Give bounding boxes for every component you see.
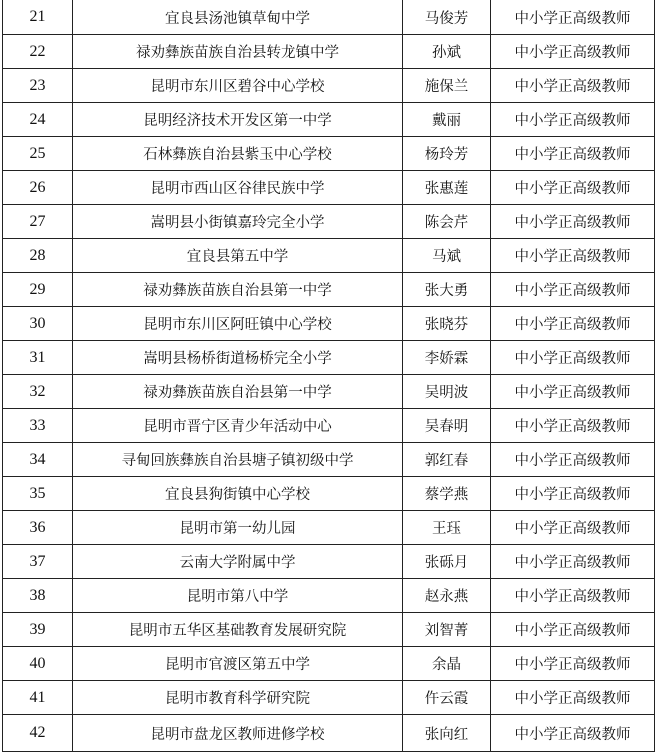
table-row [3, 681, 655, 715]
teacher-name-cell: 吴春明 [403, 409, 491, 443]
teacher-name-cell: 张向红 [403, 715, 491, 752]
table-row [3, 0, 655, 35]
row-number-cell: 39 [3, 613, 73, 647]
row-number-cell: 36 [3, 511, 73, 545]
school-cell: 昆明市官渡区第五中学 [73, 647, 403, 681]
school-cell: 石林彝族自治县紫玉中心学校 [73, 137, 403, 171]
teacher-name-cell: 马斌 [403, 239, 491, 273]
row-number-cell: 25 [3, 137, 73, 171]
row-number-cell: 34 [3, 443, 73, 477]
school-cell: 昆明经济技术开发区第一中学 [73, 103, 403, 137]
table-row [3, 511, 655, 545]
table-row [3, 613, 655, 647]
teacher-name-cell: 李娇霖 [403, 341, 491, 375]
teacher-name-cell: 马俊芳 [403, 0, 491, 35]
row-number-cell: 27 [3, 205, 73, 239]
title-cell: 中小学正高级教师 [491, 613, 655, 647]
row-number-cell: 38 [3, 579, 73, 613]
table-row [3, 103, 655, 137]
school-cell: 嵩明县杨桥街道杨桥完全小学 [73, 341, 403, 375]
row-number-cell: 28 [3, 239, 73, 273]
row-number-cell: 37 [3, 545, 73, 579]
school-cell: 嵩明县小街镇嘉玲完全小学 [73, 205, 403, 239]
title-cell: 中小学正高级教师 [491, 137, 655, 171]
title-cell: 中小学正高级教师 [491, 375, 655, 409]
title-cell: 中小学正高级教师 [491, 341, 655, 375]
school-cell: 宜良县第五中学 [73, 239, 403, 273]
title-cell: 中小学正高级教师 [491, 715, 655, 752]
row-number-cell: 33 [3, 409, 73, 443]
teacher-name-cell: 赵永燕 [403, 579, 491, 613]
school-cell: 昆明市盘龙区教师进修学校 [73, 715, 403, 752]
teacher-name-cell: 仵云霞 [403, 681, 491, 715]
table-row [3, 205, 655, 239]
row-number-cell: 23 [3, 69, 73, 103]
school-cell: 寻甸回族彝族自治县塘子镇初级中学 [73, 443, 403, 477]
teacher-name-cell: 陈会芹 [403, 205, 491, 239]
teacher-name-cell: 王珏 [403, 511, 491, 545]
table-row [3, 579, 655, 613]
school-cell: 云南大学附属中学 [73, 545, 403, 579]
school-cell: 禄劝彝族苗族自治县第一中学 [73, 273, 403, 307]
row-number-cell: 29 [3, 273, 73, 307]
row-number-cell: 40 [3, 647, 73, 681]
school-cell: 昆明市第八中学 [73, 579, 403, 613]
title-cell: 中小学正高级教师 [491, 409, 655, 443]
teacher-name-cell: 孙斌 [403, 35, 491, 69]
row-number-cell: 21 [3, 0, 73, 35]
table-row [3, 647, 655, 681]
title-cell: 中小学正高级教师 [491, 477, 655, 511]
teacher-name-cell: 施保兰 [403, 69, 491, 103]
title-cell: 中小学正高级教师 [491, 171, 655, 205]
table-row [3, 443, 655, 477]
title-cell: 中小学正高级教师 [491, 307, 655, 341]
table-body [3, 0, 655, 752]
table-row [3, 35, 655, 69]
table-row [3, 69, 655, 103]
row-number-cell: 35 [3, 477, 73, 511]
title-cell: 中小学正高级教师 [491, 273, 655, 307]
table-row [3, 137, 655, 171]
title-cell: 中小学正高级教师 [491, 35, 655, 69]
title-cell: 中小学正高级教师 [491, 545, 655, 579]
title-cell: 中小学正高级教师 [491, 239, 655, 273]
title-cell: 中小学正高级教师 [491, 443, 655, 477]
row-number-cell: 26 [3, 171, 73, 205]
teacher-name-cell: 余晶 [403, 647, 491, 681]
school-cell: 昆明市教育科学研究院 [73, 681, 403, 715]
row-number-cell: 42 [3, 715, 73, 752]
table-row [3, 171, 655, 205]
title-cell: 中小学正高级教师 [491, 647, 655, 681]
table-row [3, 715, 655, 752]
teacher-name-cell: 蔡学燕 [403, 477, 491, 511]
title-cell: 中小学正高级教师 [491, 681, 655, 715]
school-cell: 昆明市晋宁区青少年活动中心 [73, 409, 403, 443]
school-cell: 昆明市第一幼儿园 [73, 511, 403, 545]
teacher-name-cell: 戴丽 [403, 103, 491, 137]
teacher-name-cell: 张砾月 [403, 545, 491, 579]
row-number-cell: 32 [3, 375, 73, 409]
title-cell: 中小学正高级教师 [491, 103, 655, 137]
table-row [3, 341, 655, 375]
teacher-list-table-container [2, 0, 654, 752]
teacher-name-cell: 张惠莲 [403, 171, 491, 205]
table-row [3, 545, 655, 579]
teacher-list-table [2, 0, 655, 752]
row-number-cell: 41 [3, 681, 73, 715]
teacher-name-cell: 杨玲芳 [403, 137, 491, 171]
teacher-name-cell: 郭红春 [403, 443, 491, 477]
teacher-name-cell: 刘智菁 [403, 613, 491, 647]
table-row [3, 239, 655, 273]
row-number-cell: 24 [3, 103, 73, 137]
teacher-name-cell: 吴明波 [403, 375, 491, 409]
title-cell: 中小学正高级教师 [491, 69, 655, 103]
table-row [3, 273, 655, 307]
table-row [3, 477, 655, 511]
teacher-name-cell: 张晓芬 [403, 307, 491, 341]
title-cell: 中小学正高级教师 [491, 511, 655, 545]
row-number-cell: 30 [3, 307, 73, 341]
school-cell: 禄劝彝族苗族自治县第一中学 [73, 375, 403, 409]
school-cell: 禄劝彝族苗族自治县转龙镇中学 [73, 35, 403, 69]
table-row [3, 409, 655, 443]
school-cell: 宜良县狗街镇中心学校 [73, 477, 403, 511]
title-cell: 中小学正高级教师 [491, 579, 655, 613]
school-cell: 昆明市西山区谷律民族中学 [73, 171, 403, 205]
school-cell: 昆明市五华区基础教育发展研究院 [73, 613, 403, 647]
teacher-name-cell: 张大勇 [403, 273, 491, 307]
table-row [3, 307, 655, 341]
table-row [3, 375, 655, 409]
school-cell: 宜良县汤池镇草甸中学 [73, 0, 403, 35]
school-cell: 昆明市东川区碧谷中心学校 [73, 69, 403, 103]
row-number-cell: 31 [3, 341, 73, 375]
title-cell: 中小学正高级教师 [491, 205, 655, 239]
row-number-cell: 22 [3, 35, 73, 69]
title-cell: 中小学正高级教师 [491, 0, 655, 35]
school-cell: 昆明市东川区阿旺镇中心学校 [73, 307, 403, 341]
